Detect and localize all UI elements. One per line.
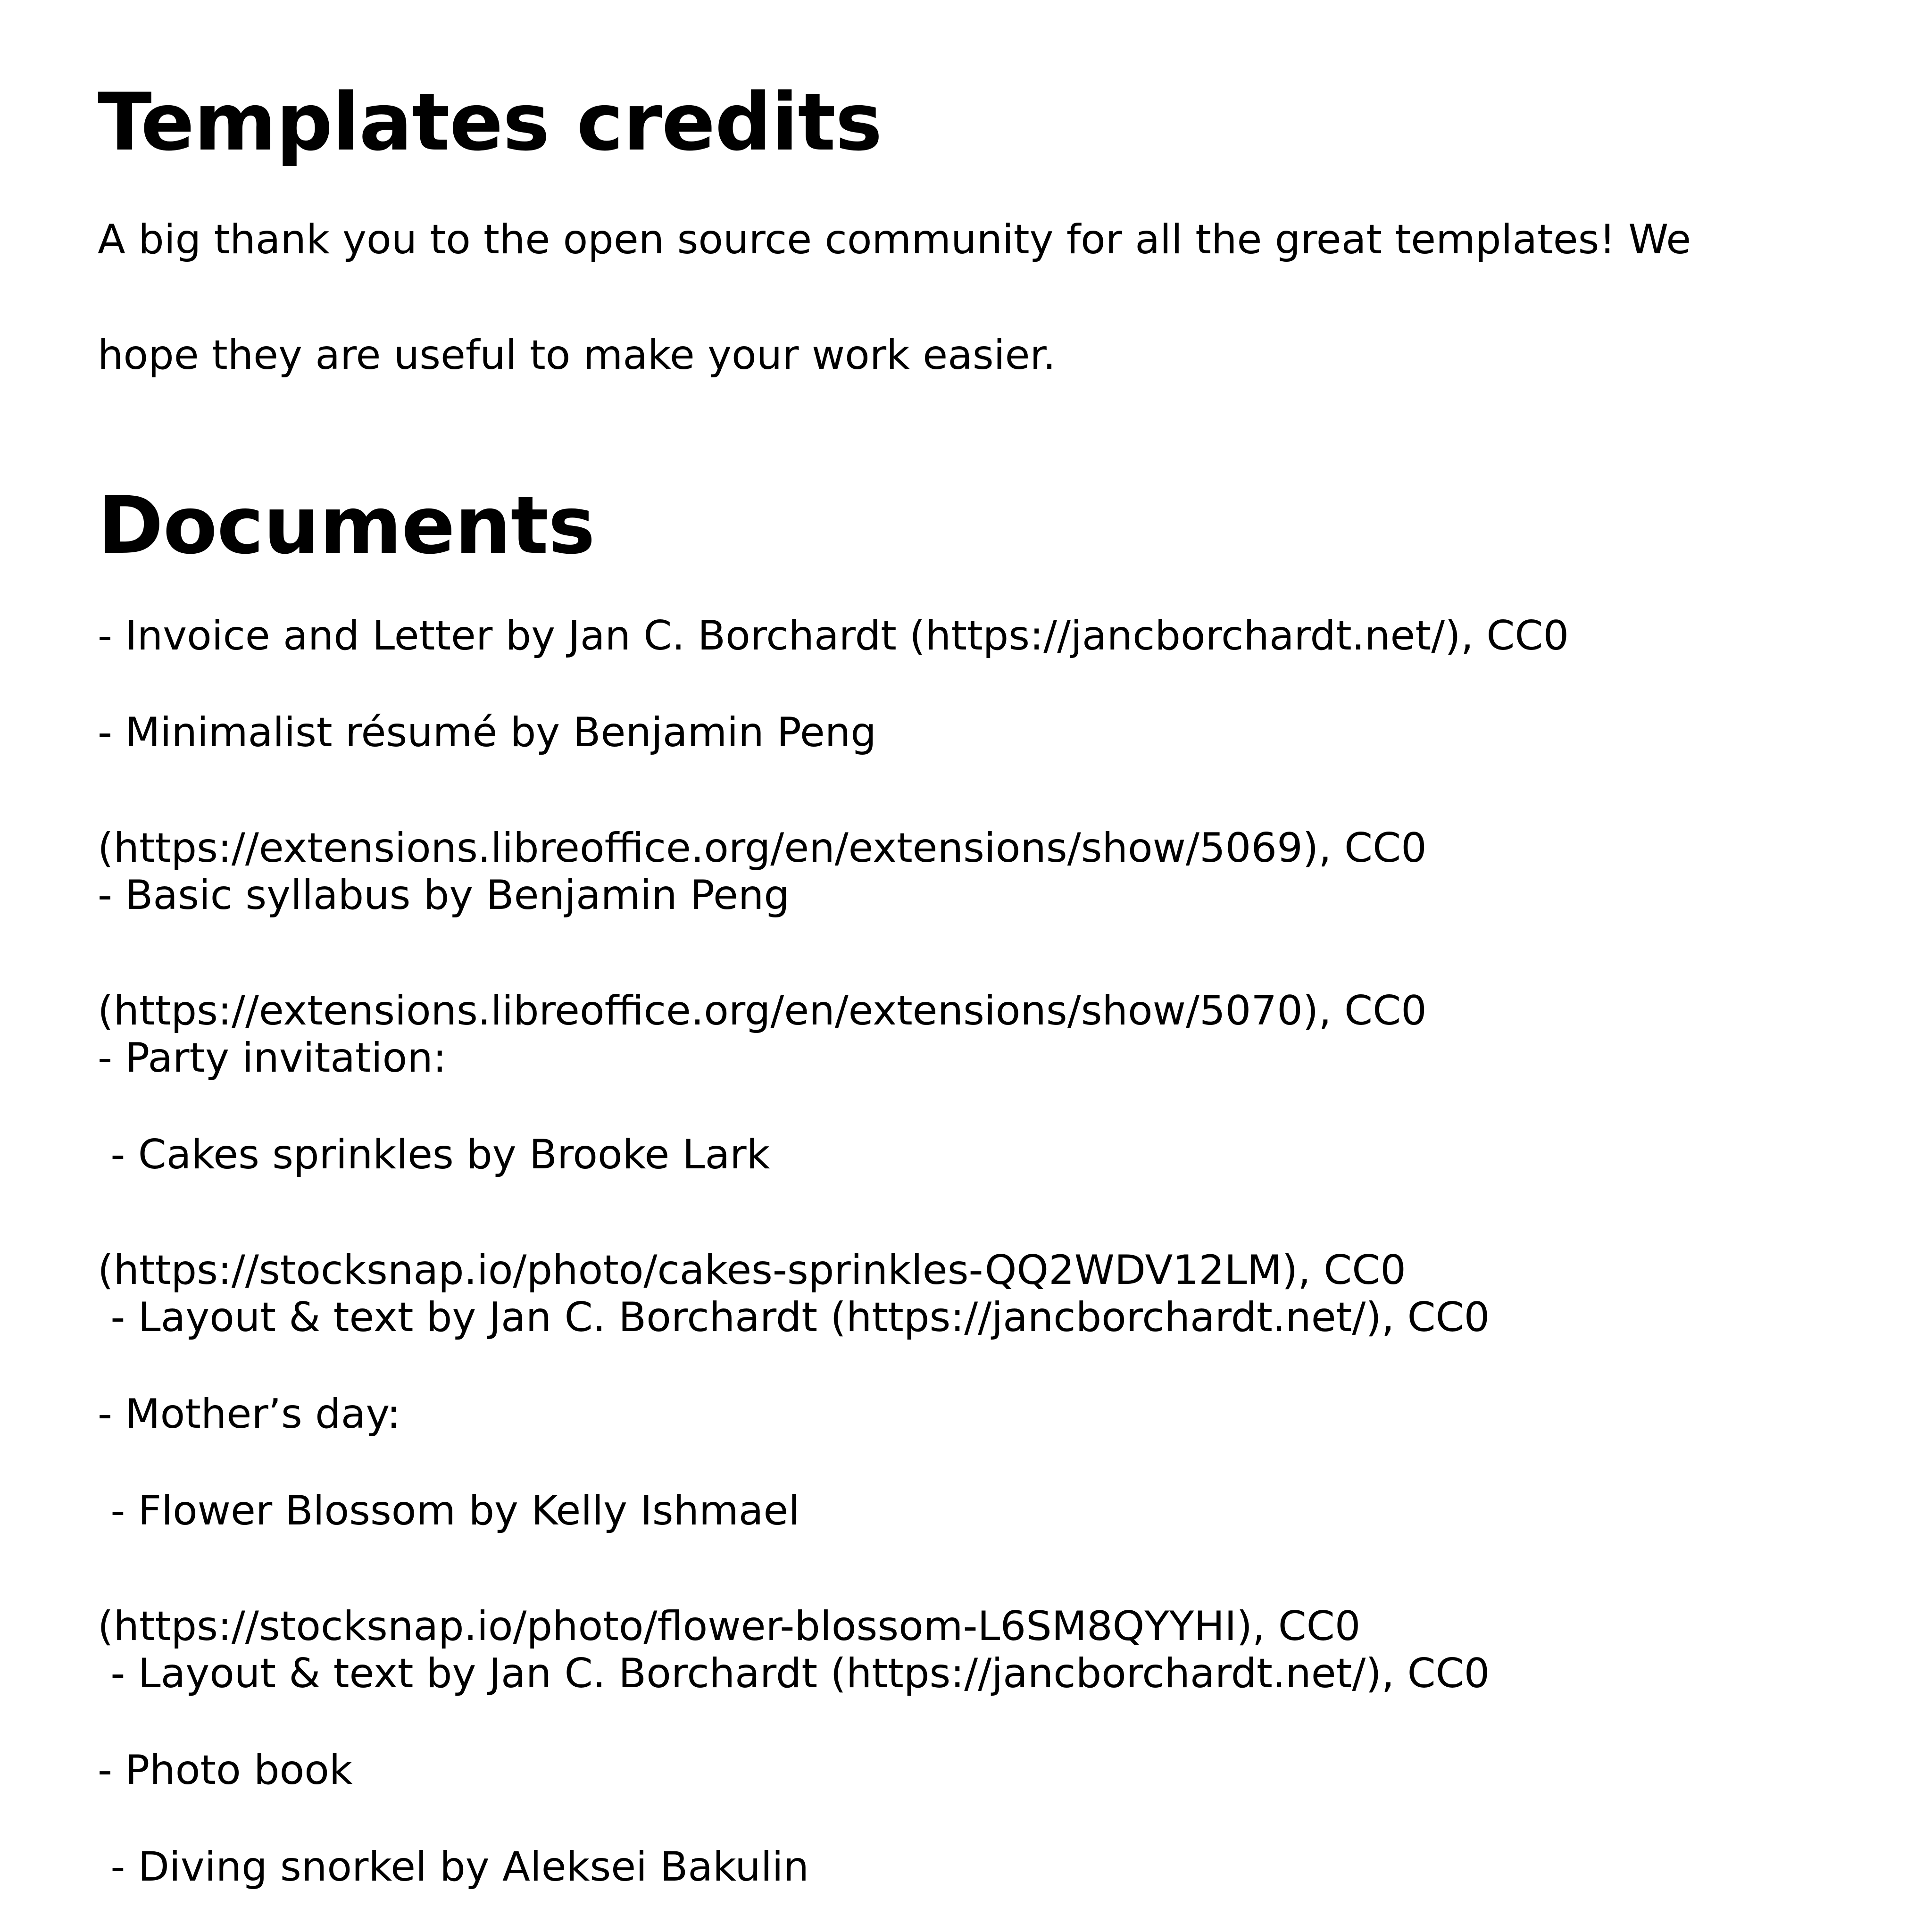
credit-line: (https://extensions.libreoffice.org/en/extensions/show/5070), CC0 [98,987,1427,1034]
credit-line: - Layout & text by Jan C. Borchardt (https://jancborchardt.net/), CC0 [98,1294,1490,1341]
credit-line: (https://extensions.libreoffice.org/en/extensions/show/5069), CC0 [98,824,1427,872]
credit-line: (https://stocksnap.io/photo/cakes-sprinkles-QQ2WDV12LM), CC0 [98,1247,1406,1294]
page-title: Templates credits [98,76,882,168]
credit-line: - Cakes sprinkles by Brooke Lark [98,1131,770,1178]
credit-line: (https://stocksnap.io/photo/flower-blossom-L6SM8QYYHI), CC0 [98,1603,1361,1650]
credit-line: - Minimalist résumé by Benjamin Peng [98,709,876,756]
section-heading-documents: Documents [98,479,595,572]
credit-line: - Diving snorkel by Aleksei Bakulin [98,1843,809,1890]
credit-line: - Mother’s day: [98,1391,401,1438]
credit-line: - Photo book [98,1747,353,1794]
intro-line-1: A big thank you to the open source community for all the great templates! We [98,216,1691,263]
credit-line: - Basic syllabus by Benjamin Peng [98,872,790,919]
credit-line: - Flower Blossom by Kelly Ishmael [98,1487,800,1534]
credit-line: - Party invitation: [98,1034,447,1082]
credit-line: - Layout & text by Jan C. Borchardt (https://jancborchardt.net/), CC0 [98,1650,1490,1697]
intro-line-2: hope they are useful to make your work easier. [98,332,1056,379]
credit-line: - Invoice and Letter by Jan C. Borchardt (https://jancborchardt.net/), CC0 [98,612,1569,659]
